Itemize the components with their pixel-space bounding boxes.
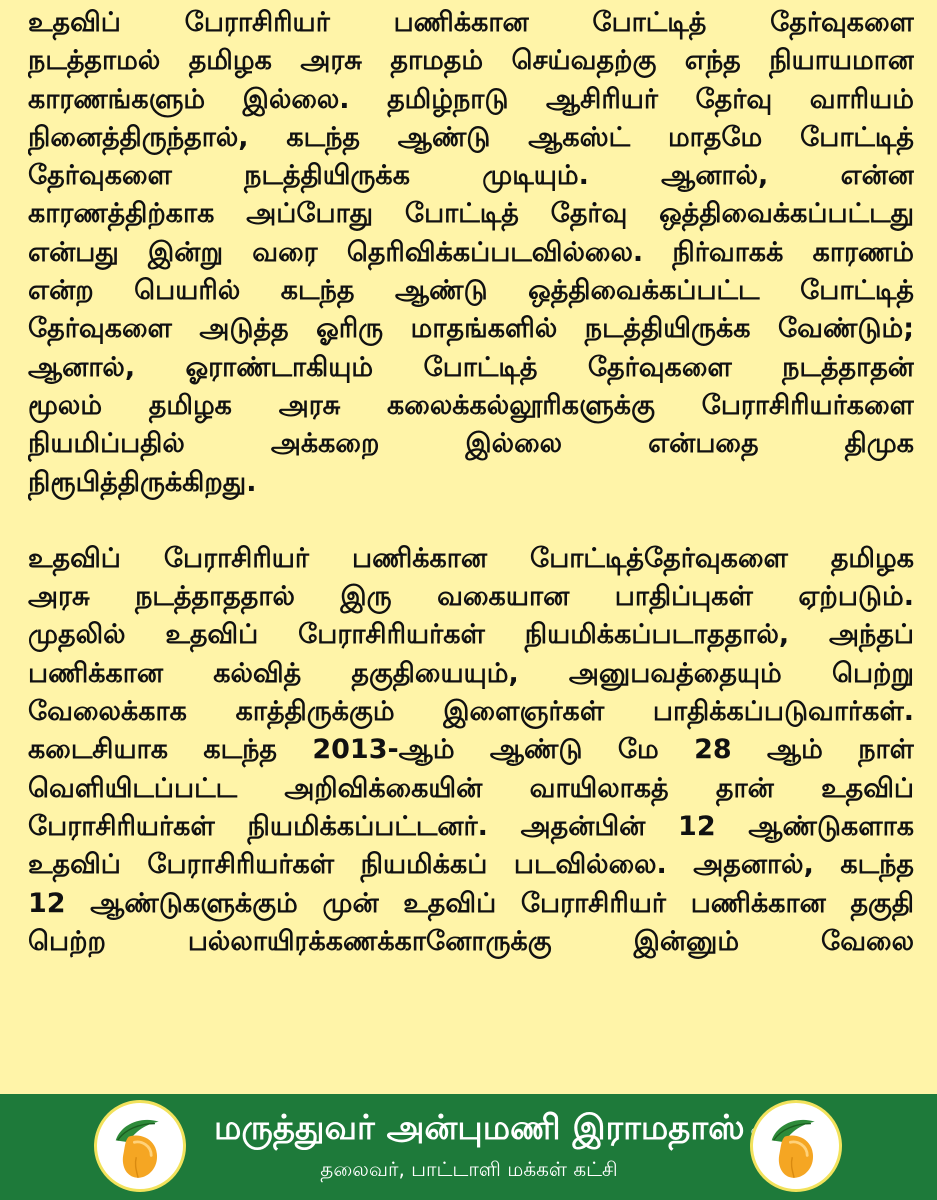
paragraph-line: பெற்ற பல்லாயிரக்கணக்கானோருக்கு இன்னும் வேலை bbox=[28, 925, 914, 957]
paragraph-line: தேர்வுகளை நடத்தியிருக்க முடியும். ஆனால், என்ன bbox=[28, 160, 914, 192]
paragraph-line: மூலம் தமிழக அரசு கலைக்கல்லூரிகளுக்கு பேராசிரியர்களை bbox=[28, 389, 914, 421]
paragraph-line: பணிக்கான கல்வித் தகுதியையும், அனுபவத்தையும் பெற்று bbox=[28, 657, 914, 689]
paragraph-line: 12 ஆண்டுகளுக்கும் முன் உதவிப் பேராசிரியர் பணிக்கான தகுதி bbox=[28, 887, 914, 919]
paragraph-line: என்ற பெயரில் கடந்த ஆண்டு ஒத்திவைக்கப்பட்ட போட்டித் bbox=[28, 275, 914, 307]
leader-name bbox=[214, 1108, 745, 1150]
paragraph-line: முதலில் உதவிப் பேராசிரியர்கள் நியமிக்கப்படாததால், அந்தப் bbox=[28, 619, 914, 651]
footer-inner bbox=[0, 1094, 937, 1200]
paragraph-line: உதவிப் பேராசிரியர்கள் நியமிக்கப் படவில்லை. அதனால், கடந்த bbox=[28, 849, 914, 881]
paragraph-line: தேர்வுகளை அடுத்த ஓரிரு மாதங்களில் நடத்தியிருக்க வேண்டும்; bbox=[28, 313, 914, 345]
paragraph-line: வேலைக்காக காத்திருக்கும் இளைஞர்கள் பாதிக்கப்படுவார்கள். bbox=[28, 696, 914, 728]
paragraph-line: ஆனால், ஓராண்டாகியும் போட்டித் தேர்வுகளை நடத்தாதன் bbox=[28, 351, 914, 383]
leader-role: தலைவர், பாட்டாளி மக்கள் கட்சி bbox=[320, 1157, 618, 1181]
paragraph-line: காரணங்களும் இல்லை. தமிழ்நாடு ஆசிரியர் தேர்வு வாரியம் bbox=[28, 83, 914, 115]
signature-footer bbox=[0, 1094, 937, 1200]
mango-emblem-icon bbox=[750, 1100, 842, 1192]
paragraph-line: நினைத்திருந்தால், கடந்த ஆண்டு ஆகஸ்ட் மாதமே போட்டித் bbox=[28, 121, 914, 153]
paragraph-line: நடத்தாமல் தமிழக அரசு தாமதம் செய்வதற்கு எந்த நியாயமான bbox=[28, 45, 914, 77]
paragraph-line: உதவிப் பேராசிரியர் பணிக்கான போட்டித் தேர்வுகளை bbox=[28, 7, 914, 38]
paragraph-line: கடைசியாக கடந்த 2013-ஆம் ஆண்டு மே 28 ஆம் நாள் bbox=[28, 734, 914, 766]
article-body bbox=[28, 4, 914, 961]
leader-name-text: மருத்துவர் அன்புமணி இராமதாஸ் bbox=[214, 1108, 745, 1148]
paragraph-line: அரசு நடத்தாததால் இரு வகையான பாதிப்புகள் ஏற்படும். bbox=[28, 581, 914, 613]
paragraph-line: என்பது இன்று வரை தெரிவிக்கப்படவில்லை. நிர்வாகக் காரணம் bbox=[28, 236, 914, 268]
paragraph-line: பேராசிரியர்கள் நியமிக்கப்பட்டனர். அதன்பின் 12 ஆண்டுகளாக bbox=[28, 810, 914, 842]
paragraph-2 bbox=[28, 540, 914, 961]
paragraph-line: வெளியிடப்பட்ட அறிவிக்கையின் வாயிலாகத் தான் உதவிப் bbox=[28, 772, 914, 804]
paragraph-line: காரணத்திற்காக அப்போது போட்டித் தேர்வு ஒத்திவைக்கப்பட்டது bbox=[28, 198, 914, 230]
paragraph-1 bbox=[28, 4, 914, 502]
paragraph-line: நிரூபித்திருக்கிறது. bbox=[28, 466, 257, 498]
mango-emblem-icon bbox=[94, 1100, 186, 1192]
paragraph-line: உதவிப் பேராசிரியர் பணிக்கான போட்டித்தேர்வுகளை தமிழக bbox=[28, 542, 914, 574]
paragraph-line: நியமிப்பதில் அக்கறை இல்லை என்பதை திமுக bbox=[28, 428, 914, 460]
paragraph-gap bbox=[28, 502, 914, 540]
